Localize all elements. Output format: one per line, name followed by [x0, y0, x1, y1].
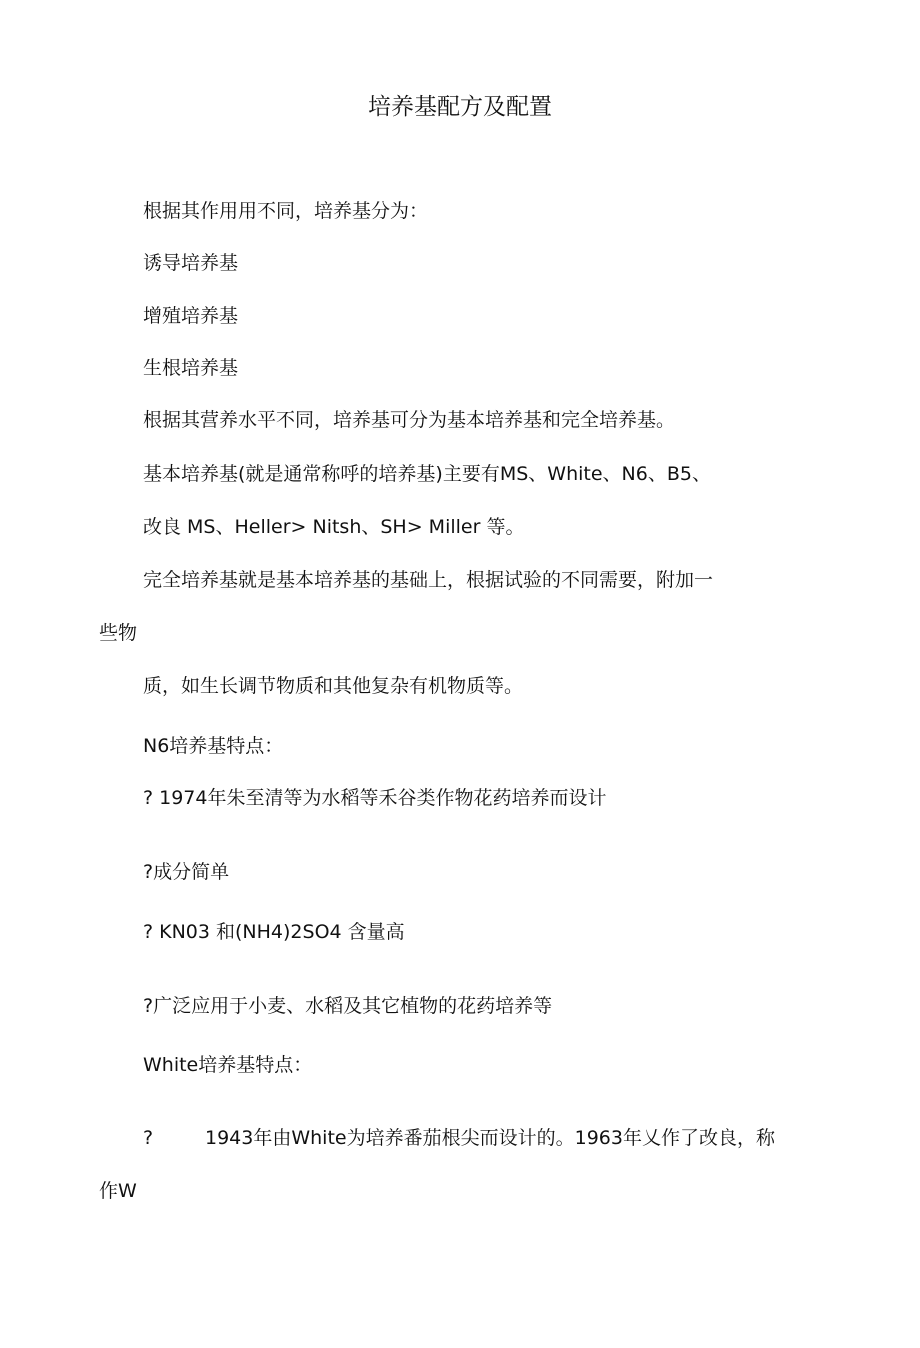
text-line-rooting-medium: 生根培养基	[143, 357, 239, 379]
text-line-complete-medium-wrap: 些物	[99, 622, 138, 644]
bullet-n6-applications: ?广泛应用于小麦、水稻及其它植物的花药培养等	[143, 995, 553, 1017]
text-line-classification-intro: 根据其作用用不同，培养基分为：	[143, 200, 429, 222]
section-heading-n6: N6培养基特点：	[143, 735, 284, 757]
section-heading-white: White培养基特点：	[143, 1054, 313, 1076]
bullet-n6-simple: ?成分简单	[143, 861, 230, 883]
text-line-basic-media-list: 基本培养基(就是通常称呼的培养基)主要有MS、White、N6、B5、	[143, 463, 711, 485]
bullet-white-origin-text: 1943年由White为培养番茄根尖而设计的。1963年乂作了改良，称	[205, 1127, 775, 1149]
text-line-nutrition-levels: 根据其营养水平不同，培养基可分为基本培养基和完全培养基。	[143, 409, 676, 431]
bullet-n6-nitrogen: ? KN03 和(NH4)2SO4 含量高	[143, 921, 405, 943]
text-line-complete-medium: 完全培养基就是基本培养基的基础上，根据试验的不同需要，附加一	[143, 569, 714, 591]
text-line-proliferation-medium: 增殖培养基	[143, 305, 239, 327]
text-line-basic-media-list-cont: 改良 MS、Heller> Nitsh、SH> Miller 等。	[143, 516, 525, 538]
text-line-induction-medium: 诱导培养基	[143, 252, 239, 274]
bullet-marker: ?	[143, 1127, 154, 1149]
text-line-complete-medium-cont: 质，如生长调节物质和其他复杂有机物质等。	[143, 675, 524, 697]
text-line-white-wrap: 作W	[99, 1180, 137, 1202]
page-title: 培养基配方及配置	[368, 94, 552, 120]
bullet-n6-origin: ? 1974年朱至清等为水稻等禾谷类作物花药培养而设计	[143, 787, 607, 809]
